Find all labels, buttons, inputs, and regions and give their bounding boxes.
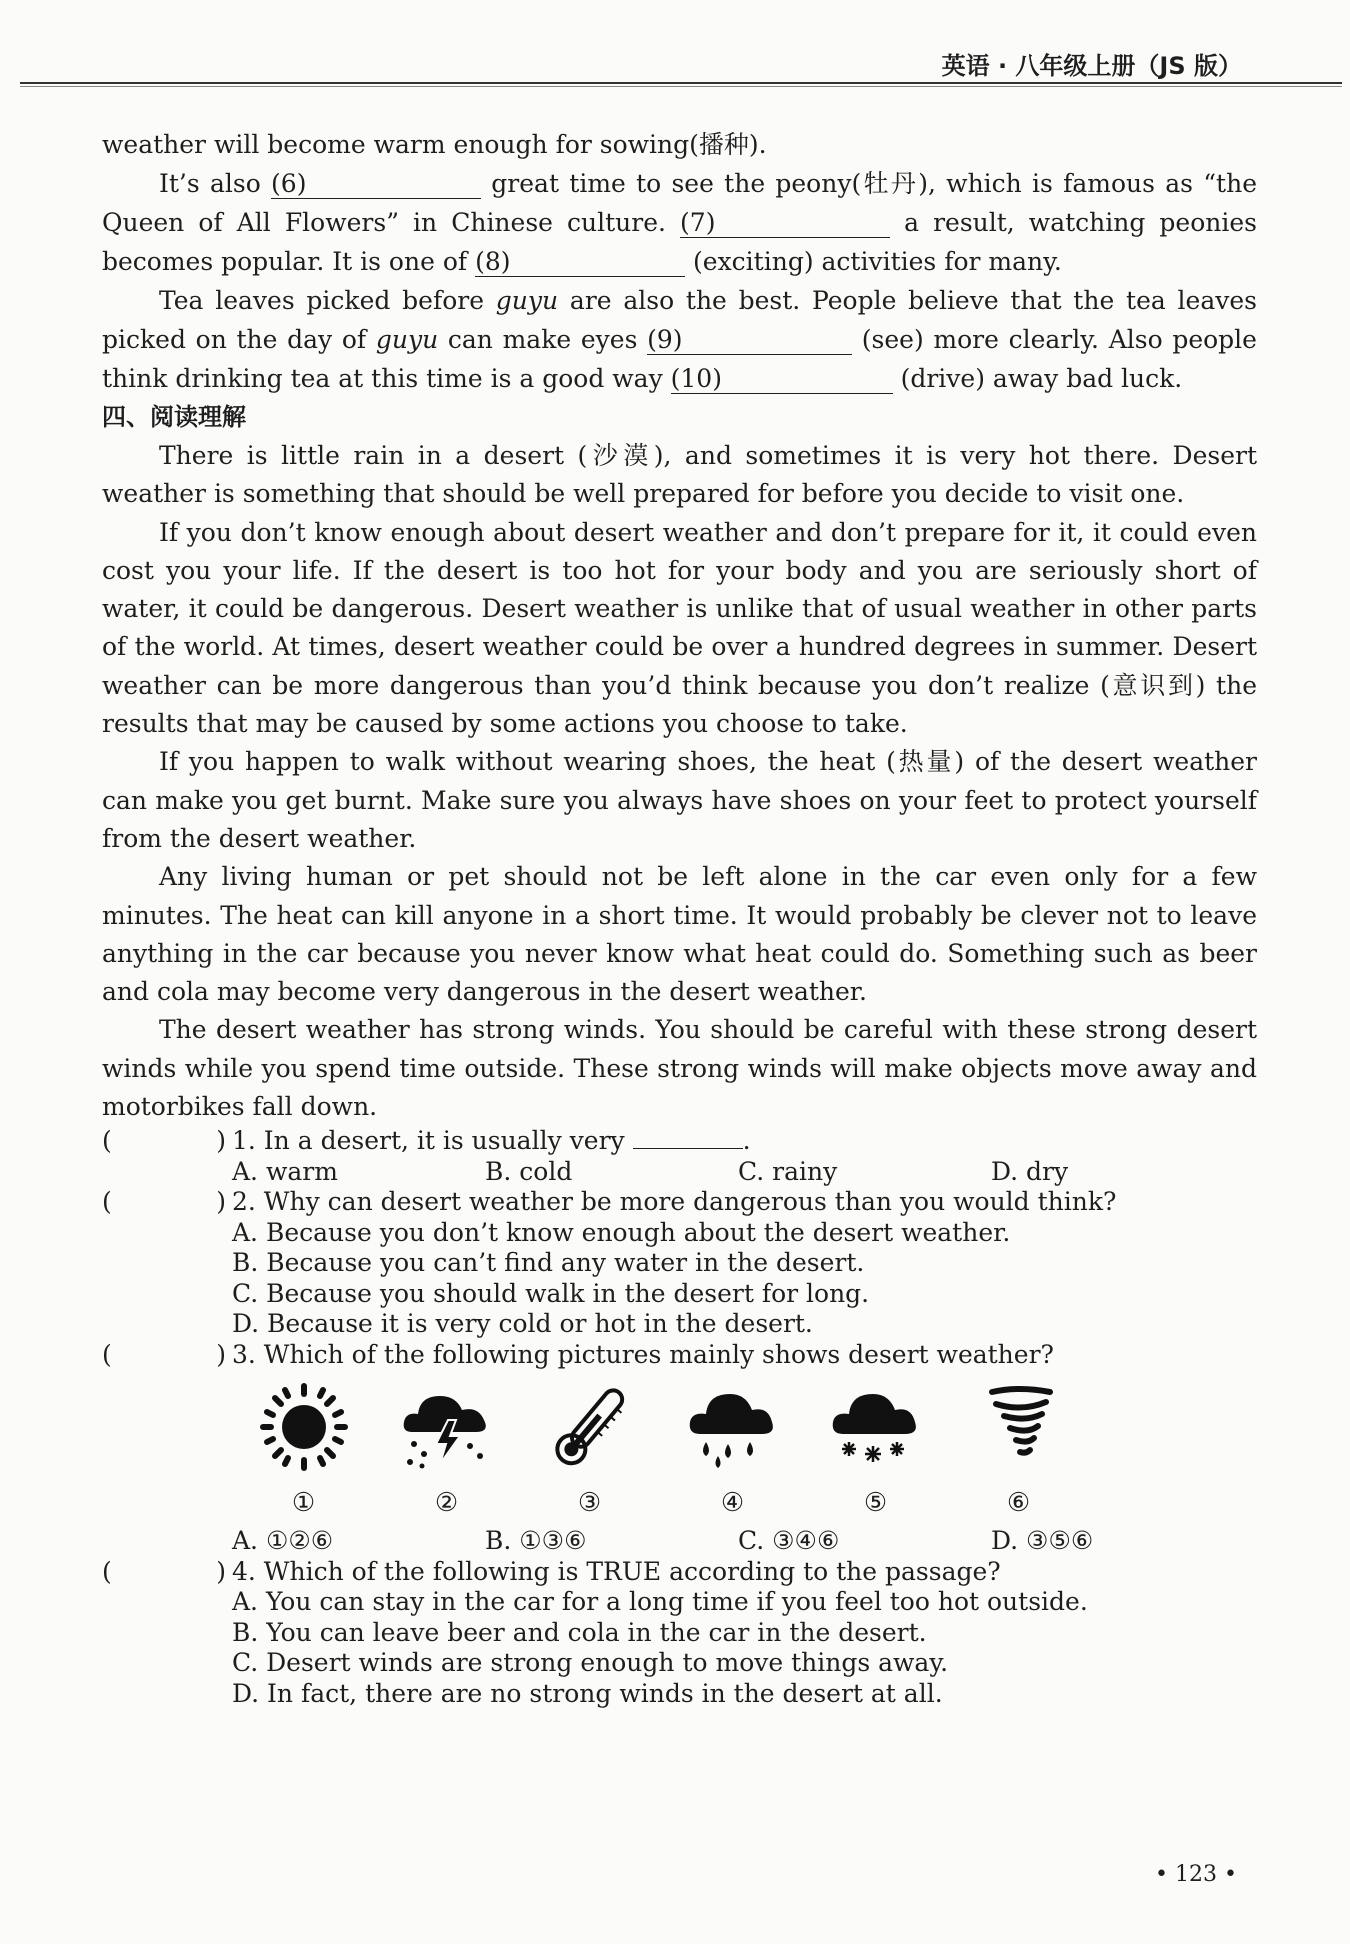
question-stem: 4. Which of the following is TRUE according to the passage? [232,1556,1001,1586]
option-d[interactable]: D. ③⑤⑥ [991,1526,1094,1556]
option-c[interactable]: C. rainy [738,1156,838,1186]
header-rule [20,82,1342,84]
page-content [102,125,1257,1709]
text-segment: are also the best. People believe that the tea leaves picked on the day of [102,286,1257,354]
passage-paragraph: Any living human or pet should not be left alone in the car even only for a few minutes. The heat can kill anyone in a short time. It would probably be clever not to leave anything in the car because you never know what heat could do. Something such as beer and cola may become very dangerous in the desert weather. [102,862,1257,1007]
reading-passage [102,437,1257,1126]
options-row [102,1526,1257,1557]
section-heading: 四、阅读理解 [102,403,246,431]
passage-paragraph: If you happen to walk without wearing shoes, the heat (热量) of the desert weather can make you get burnt. Make sure you always have shoes on your feet to protect yourself from the desert weather. [102,747,1257,853]
option-c[interactable]: C. Desert winds are strong enough to move things away. [232,1648,949,1678]
fill-in-paragraph-1 [102,164,1257,281]
option-c[interactable]: C. ③④⑥ [738,1526,840,1556]
question-1 [102,1126,1257,1187]
picture-number: ④ [720,1488,745,1519]
blank-8[interactable]: (8) [475,248,685,277]
header-rule-thin [20,86,1342,87]
option-a[interactable]: A. ①②⑥ [232,1526,334,1556]
picture-5 [804,1382,947,1518]
picture-1 [232,1382,375,1518]
text-segment: (drive) away bad luck. [892,364,1183,393]
picture-number: ⑤ [863,1488,888,1519]
answer-paren[interactable]: ( ) [102,1339,226,1369]
picture-number: ② [434,1488,459,1519]
option-a[interactable]: A. You can stay in the car for a long time if you feel too hot outside. [232,1587,1088,1617]
answer-paren[interactable]: ( ) [102,1126,226,1156]
option-b[interactable]: B. ①③⑥ [485,1526,587,1556]
sun-icon [249,1382,359,1472]
page-number: • 123 • [1155,1862,1237,1887]
picture-number: ① [291,1488,316,1519]
blank-7[interactable]: (7) [680,209,890,238]
question-stem: 3. Which of the following pictures mainly shows desert weather? [232,1339,1054,1369]
text-segment: a result, watching peonies becomes popular. It is one of [102,208,1257,276]
option-b[interactable]: B. Because you can’t find any water in the desert. [232,1248,865,1278]
text-segment: great time to see the peony(牡丹), which is famous as “the Queen of All Flowers” in Chinese culture. [102,169,1257,237]
blank-6[interactable]: (6) [271,170,481,199]
italic-term: guyu [375,325,439,354]
text-segment: (see) more clearly. Also people think drinking tea at this time is a good way [102,325,1257,393]
italic-term: guyu [495,286,559,315]
picture-2 [375,1382,518,1518]
option-a[interactable]: A. warm [232,1156,338,1186]
option-b[interactable]: B. cold [485,1156,573,1186]
option-d[interactable]: D. Because it is very cold or hot in the desert. [232,1309,813,1339]
picture-number: ⑥ [1006,1488,1031,1519]
question-3 [102,1340,1257,1557]
tornado-icon [964,1382,1074,1472]
question-stem: 1. In a desert, it is usually very . [232,1126,751,1156]
question-2 [102,1187,1257,1340]
thermometer-icon [535,1382,645,1472]
option-d[interactable]: D. In fact, there are no strong winds in the desert at all. [232,1678,943,1708]
options-row [102,1157,1257,1188]
option-b[interactable]: B. You can leave beer and cola in the car in the desert. [232,1617,927,1647]
answer-paren[interactable]: ( ) [102,1187,226,1217]
picture-6 [947,1382,1090,1518]
text-segment: can make eyes [438,325,648,354]
option-a[interactable]: A. Because you don’t know enough about the desert weather. [232,1217,1011,1247]
snow-cloud-icon [821,1382,931,1472]
option-c[interactable]: C. Because you should walk in the desert for long. [232,1278,870,1308]
passage-paragraph: If you don’t know enough about desert weather and don’t prepare for it, it could even cost you your life. If the desert is too hot for your body and you are seriously short of water, it could be dangerous. Desert weather is unlike that of usual weather in other parts of the world. At times, desert weather could be over a hundred degrees in summer. Desert weather can be more dangerous than you’d think because you don’t realize (意识到) the results that may be caused by some actions you choose to take. [102,517,1257,739]
passage-paragraph: There is little rain in a desert (沙漠), and sometimes it is very hot there. Desert weather is something that should be well prepared for before you decide to visit one. [102,441,1257,509]
fill-in-paragraph-0: weather will become warm enough for sowing(播种). [102,130,767,159]
stem-blank [633,1148,743,1149]
text-segment: (exciting) activities for many. [685,247,1062,276]
answer-paren[interactable]: ( ) [102,1556,226,1586]
blank-10[interactable]: (10) [671,365,893,394]
picture-3 [518,1382,661,1518]
picture-4 [661,1382,804,1518]
page-header: 英语 · 八年级上册（JS 版） [941,52,1242,80]
thunderstorm-icon [392,1382,502,1472]
fill-in-paragraph-2 [102,281,1257,398]
text-segment: Tea leaves picked before [159,286,496,315]
question-4 [102,1557,1257,1710]
option-d[interactable]: D. dry [991,1156,1069,1186]
weather-pictures [102,1382,1257,1518]
text-segment: It’s also [159,169,272,198]
rain-cloud-icon [678,1382,788,1472]
blank-9[interactable]: (9) [647,326,852,355]
passage-paragraph: The desert weather has strong winds. You should be careful with these strong desert winds while you spend time outside. These strong winds will make objects move away and motorbikes fall down. [102,1015,1257,1122]
picture-number: ③ [577,1488,602,1519]
question-stem: 2. Why can desert weather be more dangerous than you would think? [232,1187,1117,1217]
